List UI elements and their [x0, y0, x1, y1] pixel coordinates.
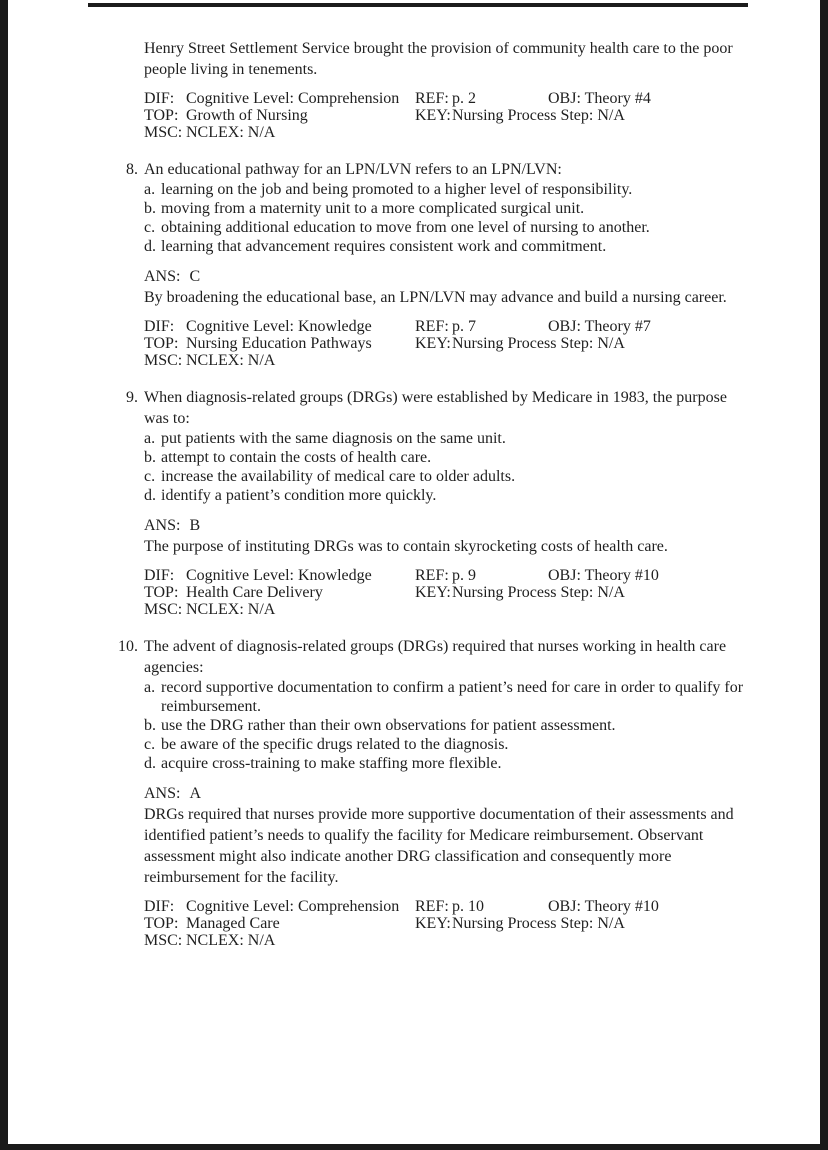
meta-label-key: KEY: [415, 335, 451, 352]
answer-label: ANS: [144, 785, 181, 802]
meta-block [144, 567, 754, 618]
option-letter: c. [144, 468, 156, 485]
meta-label-msc: MSC: [144, 124, 183, 141]
question-body [144, 636, 754, 949]
answer-label: ANS: [144, 517, 181, 534]
meta-row-msc [144, 601, 754, 618]
meta-row-top [144, 107, 754, 124]
intro-paragraph: Henry Street Settlement Service brought the provision of community health care to the poor people living in tenements. [144, 40, 733, 78]
document-content [118, 0, 754, 949]
question-stem: The advent of diagnosis-related groups (DRGs) required that nurses working in health care agencies: [144, 638, 727, 676]
meta-row-msc [144, 124, 754, 141]
meta-row-top [144, 335, 754, 352]
answer-line [144, 783, 754, 804]
meta-row-dif [144, 898, 754, 915]
meta-value-msc: NCLEX: N/A [186, 352, 276, 369]
question-stem: When diagnosis-related groups (DRGs) were established by Medicare in 1983, the purpose was to: [144, 389, 727, 427]
meta-value-msc: NCLEX: N/A [186, 601, 276, 618]
page-edge-left [0, 0, 8, 1150]
option-text: moving from a maternity unit to a more complicated surgical unit. [161, 200, 585, 217]
option-letter: d. [144, 755, 156, 772]
meta-label-key: KEY: [415, 584, 451, 601]
meta-value-key: Nursing Process Step: N/A [452, 335, 625, 352]
page-edge-right [820, 0, 828, 1150]
answer-option [144, 237, 754, 256]
question-9 [118, 387, 754, 618]
answer-option [144, 180, 754, 199]
option-letter: c. [144, 736, 156, 753]
meta-obj: OBJ: Theory #10 [548, 567, 659, 584]
option-letter: d. [144, 238, 156, 255]
rationale-text: DRGs required that nurses provide more supportive documentation of their assessments and identified patient’s needs to qualify the facility for Medicare reimbursement. Observant assessment might also indicate another DRG classification and consequently more reimbursement for the facility. [144, 806, 734, 886]
rationale-text: By broadening the educational base, an LPN/LVN may advance and build a nursing career. [144, 289, 727, 306]
meta-row-msc [144, 352, 754, 369]
meta-row-dif [144, 567, 754, 584]
answer-label: ANS: [144, 268, 181, 285]
meta-label-msc: MSC: [144, 352, 183, 369]
option-text: record supportive documentation to confirm a patient’s need for care in order to qualify for reimbursement. [161, 679, 744, 715]
answer-line [144, 266, 754, 287]
page-edge-bottom [0, 1144, 828, 1150]
meta-value-top: Health Care Delivery [186, 584, 323, 601]
option-text: learning on the job and being promoted to a higher level of responsibility. [161, 181, 633, 198]
meta-key [415, 335, 625, 352]
meta-row-msc [144, 932, 754, 949]
meta-value-key: Nursing Process Step: N/A [452, 107, 625, 124]
option-text: increase the availability of medical care to older adults. [161, 468, 516, 485]
meta-label-ref: REF: [415, 318, 449, 335]
option-letter: a. [144, 679, 156, 696]
question-10 [118, 636, 754, 949]
option-text: identify a patient’s condition more quickly. [161, 487, 437, 504]
meta-obj: OBJ: Theory #7 [548, 318, 651, 335]
answer-value: A [189, 785, 202, 802]
meta-value-key: Nursing Process Step: N/A [452, 915, 625, 932]
answer-option [144, 199, 754, 218]
option-text: be aware of the specific drugs related to the diagnosis. [161, 736, 509, 753]
meta-value-ref: p. 2 [452, 90, 476, 107]
meta-value-msc: NCLEX: N/A [186, 932, 276, 949]
meta-label-ref: REF: [415, 567, 449, 584]
meta-key [415, 107, 625, 124]
answer-option [144, 218, 754, 237]
option-text: use the DRG rather than their own observations for patient assessment. [161, 717, 616, 734]
meta-value-top: Managed Care [186, 915, 280, 932]
meta-label-dif: DIF: [144, 567, 175, 584]
meta-ref [415, 567, 476, 584]
question-8 [118, 159, 754, 369]
meta-value-dif: Cognitive Level: Knowledge [186, 318, 372, 335]
meta-label-top: TOP: [144, 335, 179, 352]
question-body [144, 387, 754, 618]
answer-option [144, 678, 754, 716]
meta-value-dif: Cognitive Level: Comprehension [186, 898, 400, 915]
meta-value-ref: p. 9 [452, 567, 476, 584]
option-letter: d. [144, 487, 156, 504]
option-letter: b. [144, 717, 156, 734]
option-letter: b. [144, 449, 156, 466]
meta-label-msc: MSC: [144, 601, 183, 618]
meta-label-top: TOP: [144, 584, 179, 601]
meta-label-dif: DIF: [144, 318, 175, 335]
meta-key [415, 915, 625, 932]
answer-option [144, 486, 754, 505]
question-number: 8. [126, 161, 138, 178]
meta-row-dif [144, 318, 754, 335]
meta-ref [415, 318, 476, 335]
meta-obj: OBJ: Theory #4 [548, 90, 651, 107]
meta-value-top: Growth of Nursing [186, 107, 308, 124]
meta-value-dif: Cognitive Level: Knowledge [186, 567, 372, 584]
answer-option [144, 716, 754, 735]
option-text: attempt to contain the costs of health care. [161, 449, 432, 466]
meta-value-key: Nursing Process Step: N/A [452, 584, 625, 601]
answer-line [144, 515, 754, 536]
meta-block [144, 318, 754, 369]
meta-value-msc: NCLEX: N/A [186, 124, 276, 141]
meta-label-top: TOP: [144, 915, 179, 932]
question-number: 10. [118, 638, 138, 655]
option-text: acquire cross-training to make staffing more flexible. [161, 755, 502, 772]
meta-row-dif [144, 90, 754, 107]
option-text: learning that advancement requires consistent work and commitment. [161, 238, 607, 255]
option-text: obtaining additional education to move from one level of nursing to another. [161, 219, 650, 236]
option-letter: c. [144, 219, 156, 236]
meta-obj: OBJ: Theory #10 [548, 898, 659, 915]
question-body [144, 159, 754, 369]
option-letter: a. [144, 430, 156, 447]
meta-row-top [144, 915, 754, 932]
meta-label-key: KEY: [415, 107, 451, 124]
answer-value: C [189, 268, 201, 285]
answer-option [144, 735, 754, 754]
meta-label-top: TOP: [144, 107, 179, 124]
meta-ref [415, 898, 484, 915]
meta-block [144, 90, 754, 141]
answer-option [144, 754, 754, 773]
meta-value-ref: p. 10 [452, 898, 484, 915]
meta-value-dif: Cognitive Level: Comprehension [186, 90, 400, 107]
meta-label-ref: REF: [415, 898, 449, 915]
meta-value-ref: p. 7 [452, 318, 476, 335]
question-stem: An educational pathway for an LPN/LVN refers to an LPN/LVN: [144, 161, 562, 178]
meta-label-msc: MSC: [144, 932, 183, 949]
answer-option [144, 429, 754, 448]
question-number: 9. [126, 389, 138, 406]
answer-option [144, 467, 754, 486]
meta-ref [415, 90, 476, 107]
answer-value: B [189, 517, 201, 534]
meta-label-dif: DIF: [144, 90, 175, 107]
meta-value-top: Nursing Education Pathways [186, 335, 372, 352]
option-letter: b. [144, 200, 156, 217]
option-letter: a. [144, 181, 156, 198]
meta-label-ref: REF: [415, 90, 449, 107]
meta-label-dif: DIF: [144, 898, 175, 915]
meta-block [144, 898, 754, 949]
meta-row-top [144, 584, 754, 601]
meta-key [415, 584, 625, 601]
rationale-text: The purpose of instituting DRGs was to contain skyrocketing costs of health care. [144, 538, 668, 555]
answer-option [144, 448, 754, 467]
meta-label-key: KEY: [415, 915, 451, 932]
option-text: put patients with the same diagnosis on the same unit. [161, 430, 506, 447]
